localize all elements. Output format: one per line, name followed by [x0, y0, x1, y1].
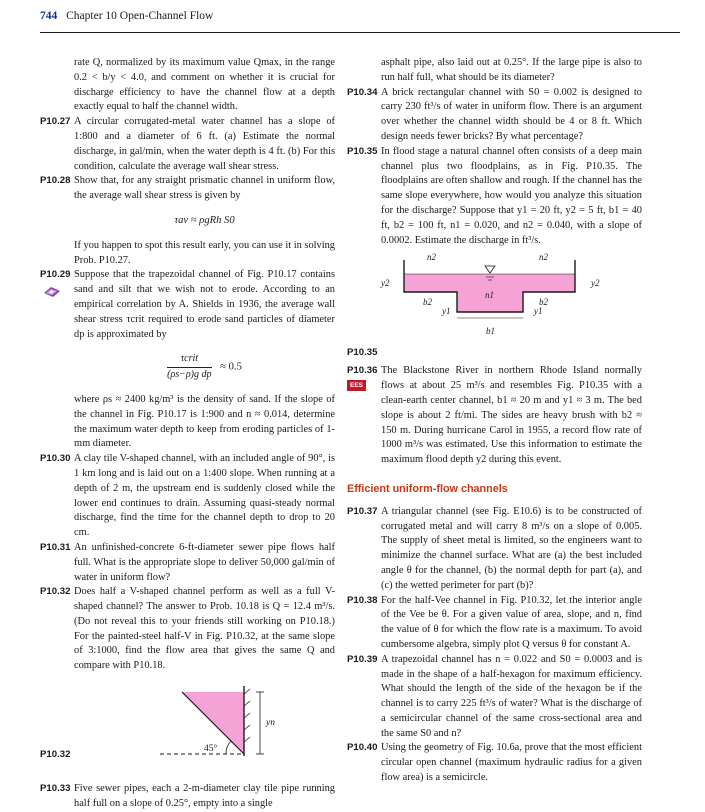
cd-icon — [42, 285, 62, 305]
n2-label-left: n2 — [427, 252, 436, 263]
problem-p10-39 — [347, 653, 642, 742]
problem-label: P10.38 — [347, 594, 378, 606]
problem-text: An unfinished-concrete 6-ft-diameter sewer pipe flows half full. What is the appropriate slope to deliver 50,000 gal/min of water in uniform flow? — [74, 541, 335, 583]
y2-label-left: y2 — [381, 278, 390, 289]
problem-p10-28 — [40, 174, 335, 204]
problem-text: A triangular channel (see Fig. E10.6) is to be constructed of corrugated metal and will carry 8 m³/s on a slope of 0.005. The supply of sheet metal is limited, so the engineers want to minimize the channel surface. What are (a) the best included angle θ for the channel, (b) the normal depth for part (a), and (c) the wetted perimeter for part (b)? — [381, 505, 642, 591]
shear-stress-equation: τav ≈ ρgRh S0 — [174, 214, 235, 226]
hatch — [244, 725, 250, 730]
figure-label: P10.32 — [40, 749, 71, 761]
problem-text: Using the geometry of Fig. 10.6a, prove that the most efficient circular open channel (maximum hydraulic radius for a given flow area) is a semicircle. — [381, 742, 642, 784]
problem-text: A circular corrugated-metal water channel has a slope of 1:800 and a diameter of 6 ft. (a) Estimate the normal discharge, in gal/min, when the water depth is 4 ft. (b) For this condition, calculate the average wall shear stress. — [74, 116, 335, 172]
problem-text: For the half-Vee channel in Fig. P10.32, let the interior angle of the Vee be θ. For a given value of area, slope, and n, find the value of θ for which the flow rate is a maximum. To avoid cumbersome algebra, simply plot Q versus θ for constant A. — [381, 594, 642, 650]
problem-p10-31 — [40, 541, 335, 585]
half-v-channel-diagram — [40, 684, 335, 776]
problem-label: P10.37 — [347, 505, 378, 517]
equation-numerator: τcrit — [167, 352, 211, 368]
problem-label: P10.39 — [347, 653, 378, 665]
hatch — [244, 689, 250, 694]
hatch — [244, 713, 250, 718]
b1-label: b1 — [486, 326, 495, 337]
problem-text: The Blackstone River in northern Rhode Island normally flows at about 25 m³/s and resembles Fig. P10.35 with a clean-earth center channel, b1 ≈ 20 m and y1 ≈ 3 m. The bed slope is about 2 ft/mi. The sides are heavy brush with b2 ≈ 150 m. During hurricane Carol in 1955, a record flow rate of 1000 m³/s was estimated. Use this information to estimate the maximum flood depth y2 during this event. — [381, 365, 642, 466]
problem-text: Five sewer pipes, each a 2-m-diameter clay tile pipe running half full on a slope of 0.25°, empty into a single — [74, 783, 335, 809]
problem-label: P10.35 — [347, 145, 378, 157]
problem-label: P10.27 — [40, 116, 71, 128]
problem-p10-36 — [347, 364, 642, 468]
problem-text: Show that, for any straight prismatic channel in uniform flow, the average wall shear stress is given by — [74, 175, 335, 202]
problem-text: A trapezoidal channel has n = 0.022 and S0 = 0.0003 and is made in the shape of a half-hexagon for maximum efficiency. What should the length of the side of the hexagon be if the channel is to carry 225 ft³/s of water? What is the discharge of a semicircular channel of the same cross-sectional area and the same S0 and n? — [381, 653, 642, 739]
b2-label-right: b2 — [539, 297, 548, 308]
page-number: 744 — [40, 10, 58, 22]
problem-p10-26-continued: rate Q, normalized by its maximum value Qmax, in the range 0.2 < b/y < 4.0, and comment on whether it is crucial for discharge efficiency to have the channel flow at a depth exactly equal to half the channel width. — [74, 57, 335, 113]
problem-text: A brick rectangular channel with S0 = 0.002 is designed to carry 230 ft³/s of water in uniform flow. There is an argument over whether the channel width should be 4 or 8 ft. Which design needs fewer bricks? By what percentage? — [381, 86, 642, 142]
problem-p10-35 — [347, 145, 642, 249]
n1-label: n1 — [485, 290, 494, 301]
n2-label-right: n2 — [539, 252, 548, 263]
chapter-title: Chapter 10 Open-Channel Flow — [66, 10, 214, 22]
problem-text: In flood stage a natural channel often consists of a deep main channel plus two floodplains, as in Fig. P10.35. The floodplains are often shallow and rough. If the channel has the same slope everywhere, how would you analyze this situation for the discharge? Suppose that y1 = 20 ft, y2 = 5 ft, b1 = 40 ft, b2 = 100 ft, n1 = 0.020, and n2 = 0.040, with a slope of 0.0002. Estimate the discharge in ft³/s. — [381, 145, 642, 246]
figure-p10-35 — [347, 252, 642, 360]
equation-rhs: ≈ 0.5 — [220, 362, 242, 374]
problem-p10-38 — [347, 594, 642, 653]
problem-label: P10.33 — [40, 783, 71, 795]
problem-label: P10.29 — [40, 269, 71, 281]
problem-label: P10.31 — [40, 541, 71, 553]
problem-label: P10.28 — [40, 175, 71, 187]
section-title: Efficient uniform-flow channels — [347, 482, 508, 495]
problem-p10-32 — [40, 585, 335, 674]
problem-p10-30 — [40, 452, 335, 541]
problem-label: P10.40 — [347, 742, 378, 754]
problem-p10-28-note: If you happen to spot this result early, you can use it in solving Prob. P10.27. — [74, 239, 335, 266]
problem-p10-33-continued: asphalt pipe, also laid out at 0.25°. If the large pipe is also to run half full, what should be its diameter? — [381, 57, 642, 83]
angle-label: 45° — [204, 744, 218, 755]
problem-p10-33 — [40, 782, 335, 812]
left-column — [40, 56, 335, 812]
problem-p10-27 — [40, 115, 335, 174]
problem-label: P10.32 — [40, 586, 71, 598]
problem-text: Does half a V-shaped channel perform as well as a full V-shaped channel? The answer to Prob. 10.18 is Q = 12.4 m³/s. (Do not reveal this to your friends still working on P10.18.) For the painted-steel half-V in Fig. P10.32, at the same slope of 3:1000, find the flow area that gives the same Q and compare with P10.18. — [74, 586, 335, 672]
problem-p10-37 — [347, 505, 642, 594]
water-level-symbol — [485, 266, 495, 273]
right-column — [347, 56, 642, 786]
hatch — [244, 701, 250, 706]
figure-label: P10.35 — [347, 347, 378, 359]
angle-arc — [226, 741, 231, 754]
equation-fraction — [167, 352, 211, 383]
problem-p10-34 — [347, 86, 642, 145]
floodplain-channel-diagram — [347, 252, 642, 360]
y2-label-right: y2 — [591, 278, 600, 289]
problem-text: A clay tile V-shaped channel, with an included angle of 90°, is 1 km long and is laid out on a 1:400 slope. When running at a depth of 2 m, the upstream end is suddenly closed while the lower end continues to drain. Assuming quasi-steady normal discharge, find the time for the channel depth to drop to 20 cm. — [74, 453, 335, 539]
figure-p10-32 — [40, 684, 335, 776]
b2-label-left: b2 — [423, 297, 432, 308]
shields-equation — [74, 352, 335, 383]
problem-label: P10.30 — [40, 453, 71, 465]
hatch — [244, 737, 250, 742]
header-rule — [40, 32, 680, 33]
equation-denominator: (ρs−ρ)g dp — [167, 369, 212, 381]
y1-label-left: y1 — [442, 306, 451, 317]
problem-p10-29-continued: where ρs ≈ 2400 kg/m³ is the density of sand. If the slope of the channel in Fig. P10.17 is 1:900 and n ≈ 0.014, determine the maximum water depth to keep from eroding particles of 1-mm diameter. — [74, 393, 335, 450]
running-header — [40, 10, 680, 32]
problem-label: P10.36 — [347, 365, 378, 377]
problem-p10-40 — [347, 741, 642, 785]
y1-label-right: y1 — [534, 306, 543, 317]
problem-p10-29 — [40, 268, 335, 342]
depth-label: yn — [266, 718, 275, 729]
ees-badge-icon: EES — [347, 380, 366, 391]
problem-label: P10.34 — [347, 86, 378, 98]
problem-text: Suppose that the trapezoidal channel of Fig. P10.17 contains sand and silt that we wish not to erode. According to an empirical correlation by A. Shields in 1936, the average wall shear stress τcrit required to erode sand particles of diameter dp is approximated by — [74, 269, 335, 340]
